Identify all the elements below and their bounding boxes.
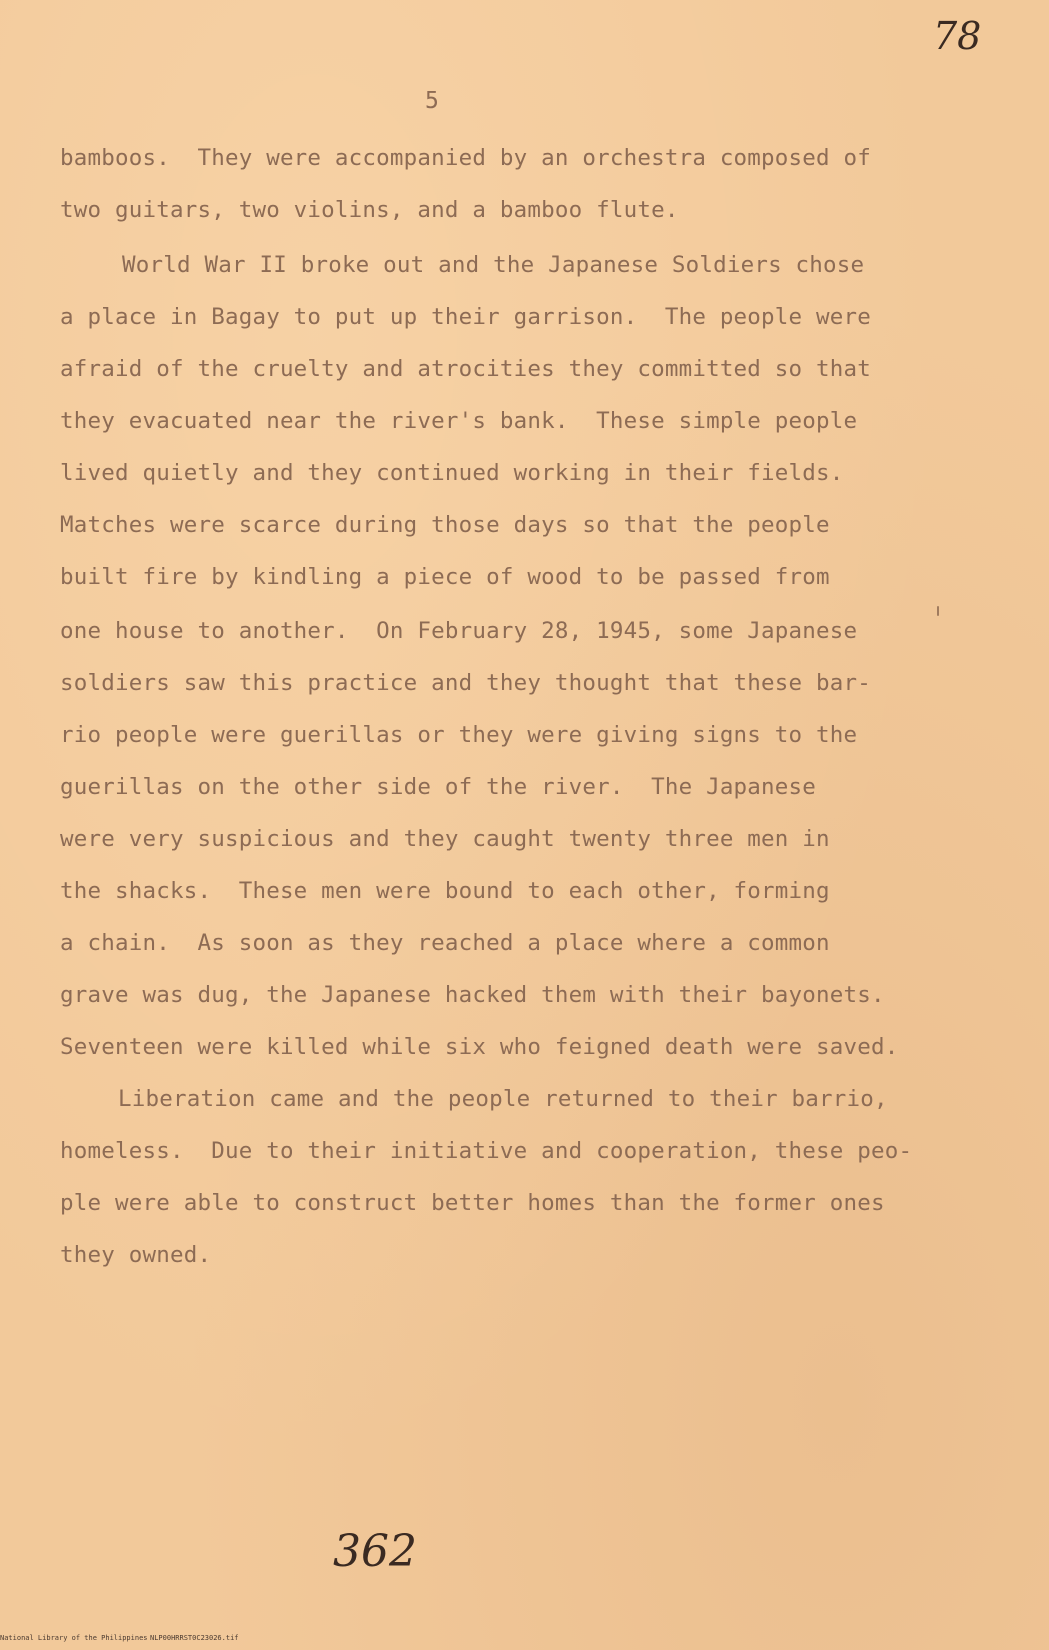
text-line: a place in Bagay to put up their garrison. The people were	[60, 304, 872, 330]
text-line: built fire by kindling a piece of wood to be passed from	[60, 564, 830, 590]
text-line: they evacuated near the river's bank. These simple people	[60, 408, 858, 434]
text-line: Matches were scarce during those days so that the people	[60, 512, 830, 538]
text-line: guerillas on the other side of the river. The Japanese	[60, 774, 817, 800]
page-number: 5	[425, 88, 440, 114]
text-line: one house to another. On February 28, 1945, some Japanese	[60, 618, 858, 644]
text-line: lived quietly and they continued working in their fields.	[60, 460, 844, 486]
text-line: Liberation came and the people returned to their barrio,	[118, 1086, 888, 1112]
text-line: grave was dug, the Japanese hacked them with their bayonets.	[60, 982, 885, 1008]
text-line: a chain. As soon as they reached a place where a common	[60, 930, 830, 956]
paper-speck	[937, 606, 939, 616]
handwritten-archive-number: 362	[333, 1526, 417, 1577]
handwritten-folio-number: 78	[933, 14, 982, 58]
text-line: the shacks. These men were bound to each other, forming	[60, 878, 830, 904]
text-line: afraid of the cruelty and atrocities they committed so that	[60, 356, 872, 382]
text-line: ple were able to construct better homes than the former ones	[60, 1190, 885, 1216]
text-line: homeless. Due to their initiative and cooperation, these peo-	[60, 1138, 913, 1164]
footer-filename: NLP00HRRST0C23026.tif	[150, 1634, 239, 1642]
text-line: World War II broke out and the Japanese Soldiers chose	[122, 252, 865, 278]
text-line: soldiers saw this practice and they thought that these bar-	[60, 670, 872, 696]
text-line: Seventeen were killed while six who feigned death were saved.	[60, 1034, 899, 1060]
footer-institution: National Library of the Philippines	[0, 1634, 148, 1642]
text-line: bamboos. They were accompanied by an orchestra composed of	[60, 145, 872, 171]
text-line: two guitars, two violins, and a bamboo flute.	[60, 197, 679, 223]
text-line: they owned.	[60, 1242, 212, 1268]
text-line: were very suspicious and they caught twenty three men in	[60, 826, 830, 852]
text-line: rio people were guerillas or they were giving signs to the	[60, 722, 858, 748]
